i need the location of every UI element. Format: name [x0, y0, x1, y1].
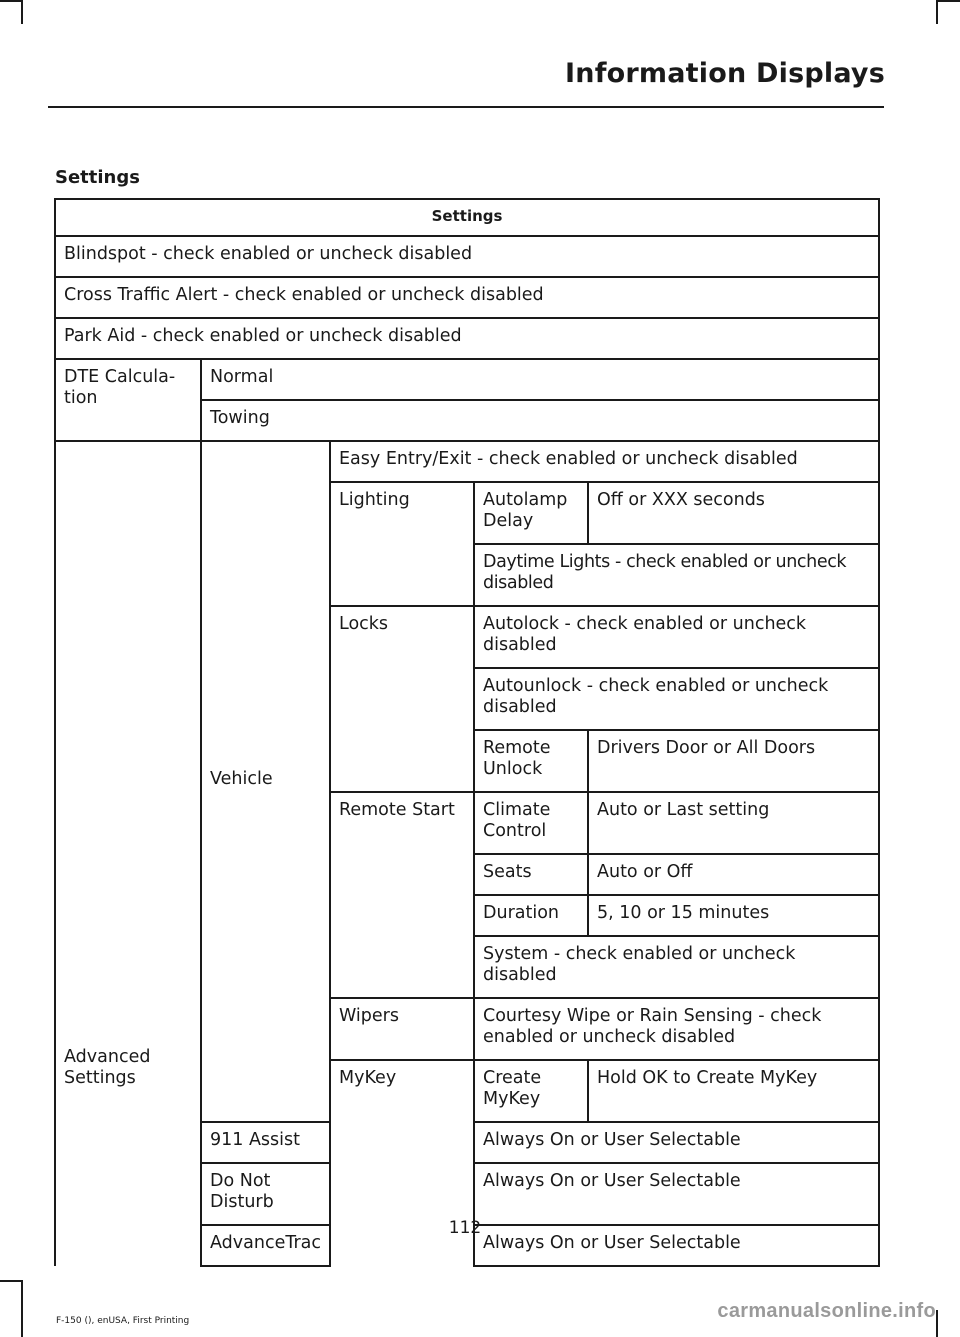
table-row-cross-traffic: Cross Traffic Alert - check enabled or uncheck disabled [55, 277, 879, 318]
crop-mark [0, 1280, 22, 1282]
locks-label: Locks [330, 606, 474, 792]
dte-towing: Towing [201, 400, 879, 441]
dte-label: DTE Calcula-tion [55, 359, 201, 441]
assist-value: Always On or User Selectable [474, 1122, 879, 1163]
system-row: System - check enabled or uncheck disabled [474, 936, 879, 998]
remote-start-label: Remote Start [330, 792, 474, 998]
advanced-settings-label: Advanced Settings [55, 441, 201, 1266]
seats-label: Seats [474, 854, 588, 895]
footer-text: F-150 (), enUSA, First Printing [56, 1316, 190, 1326]
table-caption: Settings [55, 199, 879, 236]
wipers-value: Courtesy Wipe or Rain Sensing - check enabled or uncheck disabled [474, 998, 879, 1060]
assist-label: 911 Assist [201, 1122, 330, 1163]
create-mykey-label: Create MyKey [474, 1060, 588, 1122]
climate-control-label: Climate Control [474, 792, 588, 854]
vehicle-label: Vehicle [201, 441, 330, 1122]
crop-mark [0, 0, 22, 2]
remote-unlock-value: Drivers Door or All Doors [588, 730, 879, 792]
table-row-park-aid: Park Aid - check enabled or uncheck disabled [55, 318, 879, 359]
lighting-label: Lighting [330, 482, 474, 606]
climate-control-value: Auto or Last setting [588, 792, 879, 854]
crop-mark [21, 0, 23, 24]
crop-mark [936, 0, 938, 24]
advancetrac-label: AdvanceTrac [201, 1225, 330, 1266]
dnd-label: Do Not Disturb [201, 1163, 330, 1225]
duration-value: 5, 10 or 15 minutes [588, 895, 879, 936]
advancetrac-value: Always On or User Selectable [474, 1225, 879, 1266]
crop-mark [21, 1280, 23, 1337]
page-number: 112 [448, 1218, 482, 1238]
table-row-blindspot: Blindspot - check enabled or uncheck disabled [55, 236, 879, 277]
header-divider [48, 106, 884, 108]
remote-unlock-label: Remote Unlock [474, 730, 588, 792]
wipers-label: Wipers [330, 998, 474, 1060]
create-mykey-value: Hold OK to Create MyKey [588, 1060, 879, 1122]
autounlock-row: Autounlock - check enabled or uncheck disabled [474, 668, 879, 730]
watermark-logo: carmanualsonline.info [717, 1300, 936, 1322]
crop-mark [936, 1310, 938, 1337]
duration-label: Duration [474, 895, 588, 936]
crop-mark [936, 0, 960, 2]
settings-table [54, 198, 880, 1267]
daytime-lights-text: Daytime Lights - check enabled or uncheck disabled [483, 552, 847, 593]
autolock-row: Autolock - check enabled or uncheck disabled [474, 606, 879, 668]
autolamp-label: Autolamp Delay [474, 482, 588, 544]
daytime-lights-row [474, 544, 879, 606]
dnd-value: Always On or User Selectable [474, 1163, 879, 1225]
autolamp-value: Off or XXX seconds [588, 482, 879, 544]
page-header-title: Information Displays [565, 58, 885, 89]
section-heading: Settings [55, 167, 140, 188]
seats-value: Auto or Off [588, 854, 879, 895]
mykey-label: MyKey [330, 1060, 474, 1266]
dte-normal: Normal [201, 359, 879, 400]
easy-entry-row: Easy Entry/Exit - check enabled or uncheck disabled [330, 441, 879, 482]
